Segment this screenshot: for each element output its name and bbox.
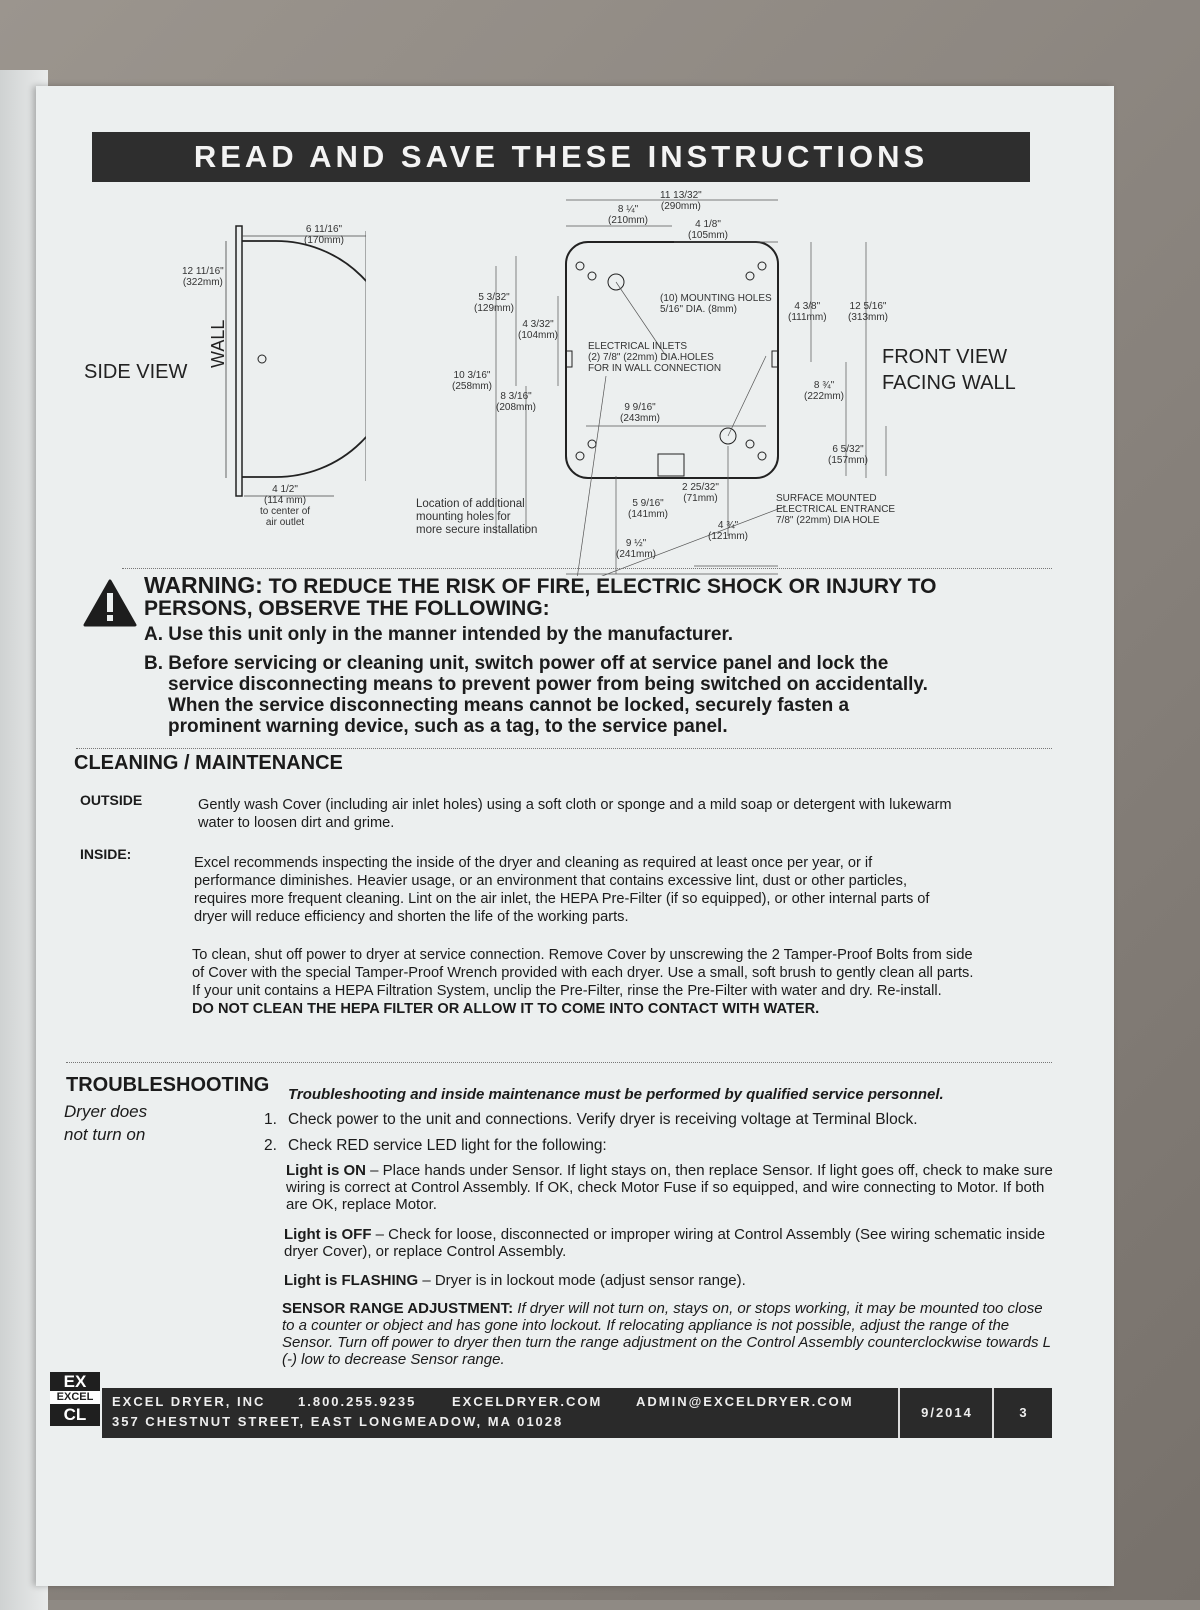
- cleaning-heading: CLEANING / MAINTENANCE: [74, 752, 343, 774]
- outside-label: OUTSIDE: [80, 792, 143, 808]
- inside-paragraph-1: [194, 854, 1074, 926]
- text-line: performance diminishes. Heavier usage, or an environment that contains excessive lint, dust or other particles,: [194, 873, 908, 889]
- sensor-adjustment-label: SENSOR RANGE ADJUSTMENT:: [282, 1300, 514, 1317]
- mounting-holes-note: (10) MOUNTING HOLES 5/16" DIA. (8mm): [660, 293, 772, 315]
- page-number: 3: [992, 1388, 1054, 1438]
- step-number: 1.: [264, 1111, 277, 1128]
- logo-bottom: CL: [63, 1405, 87, 1424]
- sensor-adjustment-text: If dryer will not turn on, stays on, or stops working, it may be mounted too close to a counter or object and has gone into lockout. If relocating appliance is not possible, adjust the range of the Sensor. Turn off power to dryer then turn the range adjustment on the Control Assembly counterclockwise towards L (-) low to decrease Sensor range.: [282, 1300, 1051, 1368]
- page-footer: [50, 1372, 1052, 1442]
- warning-item-b: [144, 653, 1064, 737]
- surface-entrance-note: SURFACE MOUNTED ELECTRICAL ENTRANCE 7/8" (22mm) DIA HOLE: [776, 493, 896, 526]
- page-banner: READ AND SAVE THESE INSTRUCTIONS: [92, 132, 1030, 182]
- dim-right-upper: 4 3/8" (111mm): [788, 301, 827, 323]
- step-1: [264, 1110, 918, 1129]
- dim-bottom-width: 9 ½" (241mm): [616, 538, 657, 560]
- company-website: EXCELDRYER.COM: [452, 1394, 603, 1409]
- text-line: water to loosen dirt and grime.: [198, 815, 395, 831]
- dim-hole-height: 10 3/16" (258mm): [452, 370, 493, 392]
- front-view-label: FRONT VIEW: [882, 346, 1008, 368]
- symptom-label: [64, 1100, 147, 1146]
- additional-holes-note: Location of additional mounting holes for more secure installation: [416, 498, 538, 536]
- divider: [66, 1062, 1052, 1063]
- light-off-label: Light is OFF: [284, 1226, 372, 1243]
- company-address: 357 CHESTNUT STREET, EAST LONGMEADOW, MA 01028: [112, 1414, 564, 1429]
- inside-label: INSIDE:: [80, 846, 132, 862]
- electrical-inlets-note: ELECTRICAL INLETS (2) 7/8" (22mm) DIA.HOLES FOR IN WALL CONNECTION: [588, 341, 722, 374]
- revision-date: 9/2014: [898, 1388, 994, 1438]
- light-on-label: Light is ON: [286, 1162, 366, 1179]
- warning-label: WARNING:: [144, 572, 263, 598]
- light-on-text: – Place hands under Sensor. If light stays on, then replace Sensor. If light goes off, check to make sure wiring is correct at Control Assembly. If OK, check Motor Fuse if so equipped, and wire connecting to Motor. If both are OK, replace Motor.: [286, 1162, 1053, 1213]
- text-line: If your unit contains a HEPA Filtration System, unclip the Pre-Filter, rinse the Pre-Filter with water and dry. Re-install.: [192, 983, 942, 999]
- sensor-adjustment-item: [282, 1300, 1052, 1368]
- text-line: dryer will reduce efficiency and shorten the life of the working parts.: [194, 909, 629, 925]
- step-2: [264, 1136, 607, 1155]
- light-off-item: [284, 1226, 1054, 1260]
- text-line: To clean, shut off power to dryer at service connection. Remove Cover by unscrewing the 2 Tamper-Proof Bolts from side: [192, 947, 973, 963]
- warning-b-line: service disconnecting means to prevent power from being switched on accidentally.: [168, 674, 928, 695]
- dim-inner-width: 9 9/16" (243mm): [620, 402, 661, 424]
- light-off-text: – Check for loose, disconnected or improper wiring at Control Assembly (See wiring schematic inside dryer Cover), or replace Control Assembly.: [284, 1226, 1046, 1260]
- dim-hole-span: 8 ¼" (210mm): [608, 204, 649, 226]
- warning-b-line: prominent warning device, such as a tag, to the service panel.: [168, 716, 728, 737]
- text-line: Gently wash Cover (including air inlet holes) using a soft cloth or sponge and a mild soap or detergent with lukewarm: [198, 797, 952, 813]
- dim-overall-width: 11 13/32" (290mm): [660, 190, 702, 212]
- side-view-label: SIDE VIEW: [84, 361, 188, 383]
- symptom-line: Dryer does: [64, 1102, 148, 1121]
- text-line: requires more frequent cleaning. Lint on the air inlet, the HEPA Pre-Filter (if so equipped), or other internal parts of: [194, 891, 930, 907]
- step-text: Check RED service LED light for the following:: [288, 1137, 607, 1154]
- divider: [122, 568, 1052, 569]
- hepa-warning-text: DO NOT CLEAN THE HEPA FILTER OR ALLOW IT TO COME INTO CONTACT WITH WATER.: [192, 1001, 820, 1017]
- step-text: Check power to the unit and connections. Verify dryer is receiving voltage at Terminal Block.: [288, 1111, 918, 1128]
- side-height-dim: 12 11/16" (322mm): [182, 266, 224, 288]
- warning-triangle-icon: [82, 578, 138, 628]
- symptom-line: not turn on: [64, 1125, 146, 1144]
- text-line: of Cover with the special Tamper-Proof Wrench provided with each dryer. Use a small, soft brush to gently clean all parts.: [192, 965, 974, 981]
- facing-wall-label: FACING WALL: [882, 372, 1016, 394]
- dim-right-lower: 8 ¾" (222mm): [804, 380, 845, 402]
- light-flashing-label: Light is FLASHING: [284, 1272, 419, 1289]
- troubleshooting-note: Troubleshooting and inside maintenance must be performed by qualified service personnel.: [288, 1086, 944, 1103]
- company-phone: 1.800.255.9235: [298, 1394, 417, 1409]
- dim-lower-hole: 8 3/16" (208mm): [496, 391, 537, 413]
- warning-item-a: A. Use this unit only in the manner intended by the manufacturer.: [144, 624, 734, 645]
- dim-upper-hole: 5 3/32" (129mm): [474, 292, 515, 314]
- warning-heading: [144, 574, 1044, 620]
- light-flashing-item: [284, 1272, 1054, 1289]
- dim-bottom-right: 6 5/32" (157mm): [828, 444, 869, 466]
- light-on-item: [286, 1162, 1056, 1213]
- footer-bar: [102, 1388, 1052, 1438]
- light-flashing-text: – Dryer is in lockout mode (adjust sensor range).: [418, 1272, 746, 1289]
- dim-surface-offset: 2 25/32" (71mm): [682, 482, 719, 504]
- divider: [76, 748, 1052, 749]
- side-outlet-dim: 4 1/2" (114 mm) to center of air outlet: [260, 484, 311, 528]
- dim-half-span: 4 1/8" (105mm): [688, 219, 729, 241]
- excel-logo: [50, 1372, 100, 1426]
- warning-line1: TO REDUCE THE RISK OF FIRE, ELECTRIC SHOCK OR INJURY TO: [268, 575, 937, 598]
- dim-bottom-left: 5 9/16" (141mm): [628, 498, 669, 520]
- dim-bottom-center: 4 ¾" (121mm): [708, 520, 749, 542]
- company-email: ADMIN@EXCELDRYER.COM: [636, 1394, 854, 1409]
- wall-label: WALL: [208, 319, 228, 368]
- instruction-page: [36, 86, 1114, 1586]
- step-number: 2.: [264, 1137, 277, 1154]
- logo-top: EX: [63, 1372, 87, 1391]
- warning-line2: PERSONS, OBSERVE THE FOLLOWING:: [144, 597, 550, 620]
- troubleshooting-heading: TROUBLESHOOTING: [66, 1074, 270, 1096]
- logo-mid: EXCEL: [50, 1391, 100, 1404]
- warning-b-line: When the service disconnecting means cannot be locked, securely fasten a: [168, 695, 850, 716]
- company-name: EXCEL DRYER, INC: [112, 1394, 266, 1409]
- dim-inlet-height: 4 3/32" (104mm): [518, 319, 559, 341]
- side-width-dim: 6 11/16" (170mm): [304, 224, 345, 246]
- warning-b-line: B. Before servicing or cleaning unit, switch power off at service panel and lock the: [144, 653, 889, 674]
- inside-paragraph-2: [192, 946, 1092, 1018]
- text-line: Excel recommends inspecting the inside of the dryer and cleaning as required at least once per year, or if: [194, 855, 873, 871]
- outside-text: [198, 796, 1078, 832]
- dim-overall-height: 12 5/16" (313mm): [848, 301, 889, 323]
